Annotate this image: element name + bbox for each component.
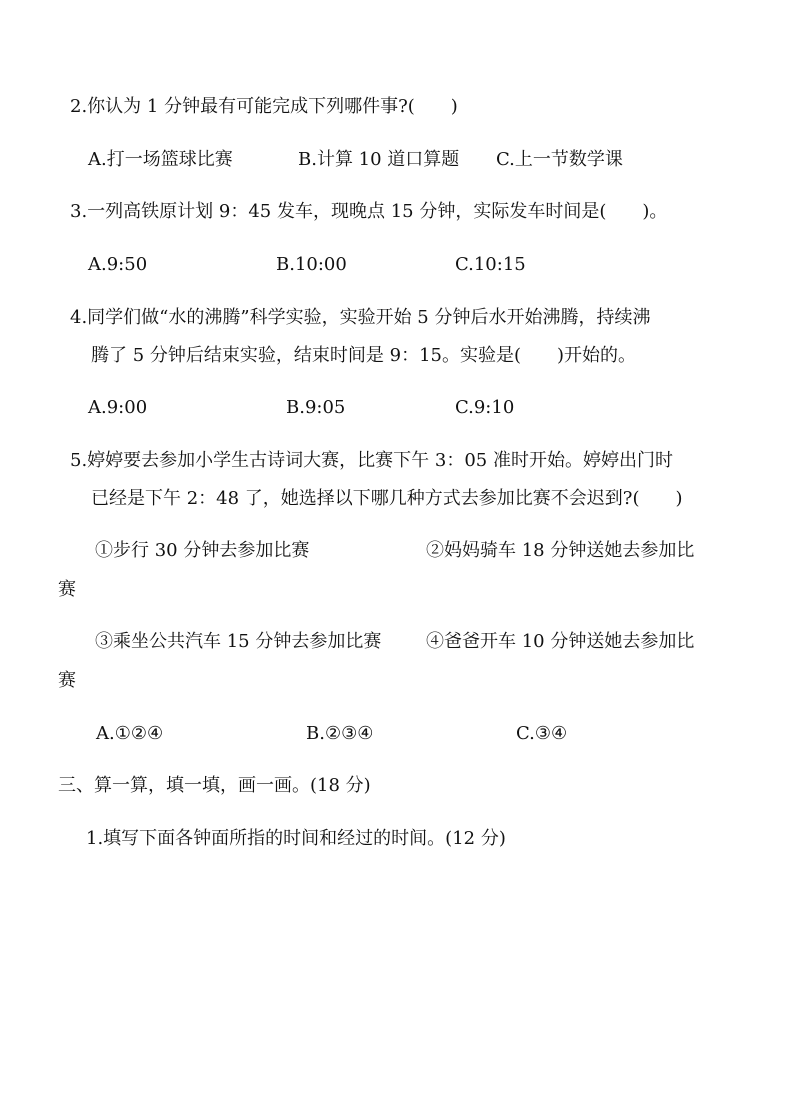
- question-5-option-a: A.①②④: [96, 723, 164, 744]
- question-2-option-c: C.上一节数学课: [496, 149, 623, 170]
- question-3-option-a: A.9:50: [88, 254, 148, 275]
- section-3-item-1: 1.填写下面各钟面所指的时间和经过的时间。(12 分): [86, 828, 506, 849]
- question-5-choice-4-wrap: 赛: [58, 670, 76, 691]
- question-5-choice-2-wrap: 赛: [58, 579, 76, 600]
- question-3-option-b: B.10:00: [276, 254, 347, 275]
- question-4-line-1: 4.同学们做“水的沸腾”科学实验，实验开始 5 分钟后水开始沸腾，持续沸: [70, 307, 651, 328]
- question-3-text: 3.一列高铁原计划 9：45 发车，现晚点 15 分钟，实际发车时间是( )。: [70, 201, 668, 222]
- question-2-text: 2.你认为 1 分钟最有可能完成下列哪件事?( ): [70, 96, 458, 117]
- question-5-choice-4: ④爸爸开车 10 分钟送她去参加比: [426, 631, 695, 652]
- question-5-choice-1: ①步行 30 分钟去参加比赛: [95, 540, 310, 561]
- question-2-option-a: A.打一场篮球比赛: [88, 149, 233, 170]
- question-5-line-1: 5.婷婷要去参加小学生古诗词大赛，比赛下午 3：05 准时开始。婷婷出门时: [70, 450, 673, 471]
- question-5-line-2: 已经是下午 2：48 了，她选择以下哪几种方式去参加比赛不会迟到?( ): [91, 488, 683, 509]
- question-5-option-b: B.②③④: [306, 723, 374, 744]
- question-4-option-b: B.9:05: [286, 397, 346, 418]
- question-4-line-2: 腾了 5 分钟后结束实验，结束时间是 9：15。实验是( )开始的。: [91, 345, 637, 366]
- question-5-option-c: C.③④: [516, 723, 568, 744]
- question-5-choice-2: ②妈妈骑车 18 分钟送她去参加比: [426, 540, 695, 561]
- question-5-choice-3: ③乘坐公共汽车 15 分钟去参加比赛: [95, 631, 382, 652]
- question-3-option-c: C.10:15: [455, 254, 526, 275]
- section-3-title: 三、算一算，填一填，画一画。(18 分): [58, 775, 371, 796]
- question-4-option-c: C.9:10: [455, 397, 515, 418]
- question-4-option-a: A.9:00: [88, 397, 148, 418]
- question-2-option-b: B.计算 10 道口算题: [298, 149, 460, 170]
